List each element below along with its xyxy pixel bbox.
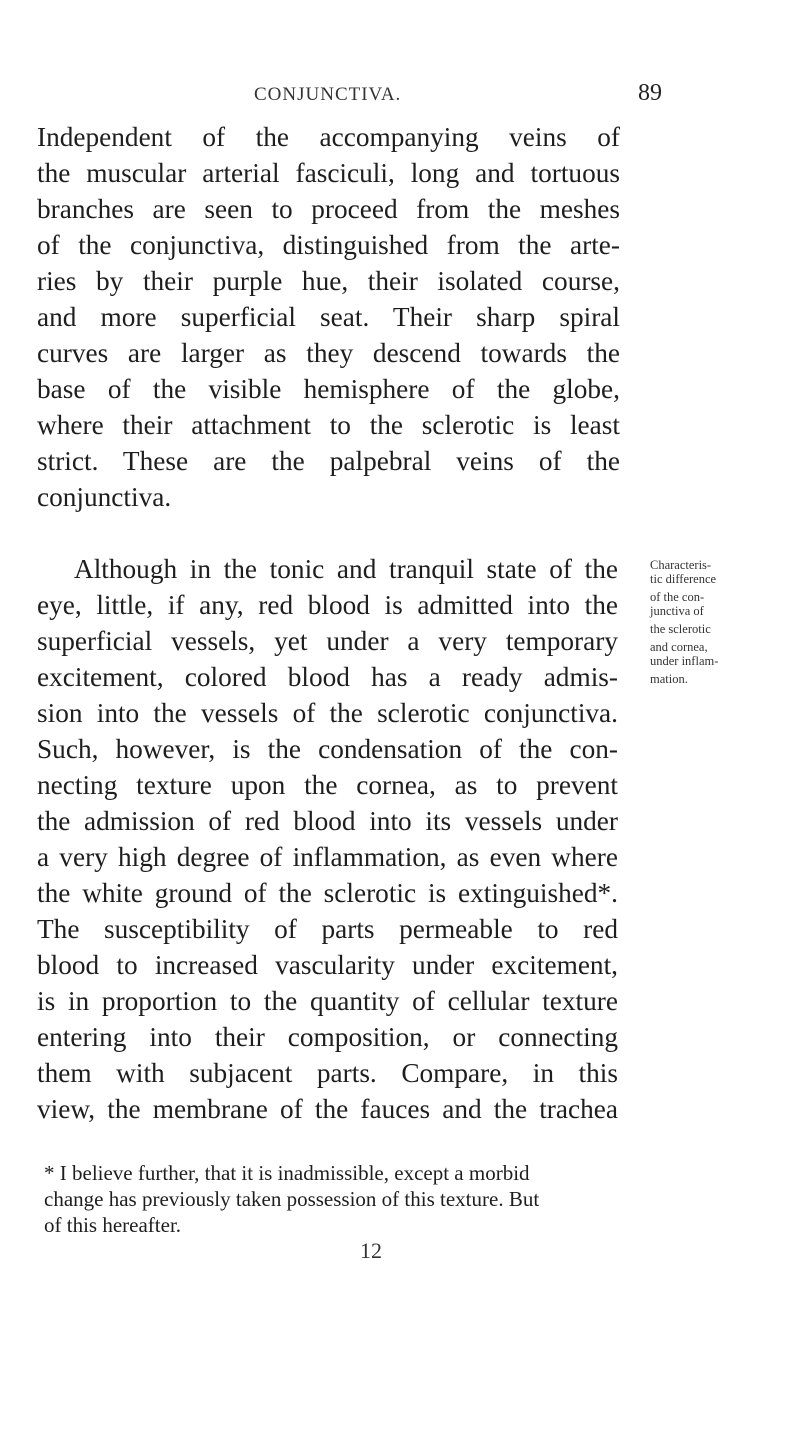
text-line: conjunctiva. [37,482,172,512]
text-line: a very high degree of inflammation, as even where [37,842,618,872]
text-line: is in proportion to the quantity of cellular texture [37,986,618,1016]
margin-note-line: Characteris- [650,558,712,572]
text-line: eye, little, if any, red blood is admitted into the [37,590,618,620]
margin-note-line: and cornea, [650,640,708,654]
text-line: necting texture upon the cornea, as to prevent [37,770,618,800]
running-head: CONJUNCTIVA. [254,84,402,105]
text-line: branches are seen to proceed from the meshes [37,194,620,224]
margin-note-line: the sclerotic [650,622,711,636]
text-line: The susceptibility of parts permeable to red [37,914,618,944]
margin-note-line: under inflam- [650,654,719,668]
text-line: of the conjunctiva, distinguished from the arte- [37,230,620,260]
text-line: and more superficial seat. Their sharp spiral [37,302,620,332]
margin-note-line: mation. [650,672,688,686]
text-line: view, the membrane of the fauces and the trachea [37,1094,618,1124]
text-line: sion into the vessels of the sclerotic conjunctiva. [37,698,618,728]
signature-mark: 12 [360,1238,382,1263]
margin-note-line: tic difference [650,572,717,586]
text-line: strict. These are the palpebral veins of the [37,446,620,476]
text-line: where their attachment to the sclerotic is least [37,410,620,440]
margin-note-line: junctiva of [650,604,704,618]
text-line: Independent of the accompanying veins of [37,122,620,152]
footnote-line: * I believe further, that it is inadmissible, except a morbid [44,1161,530,1185]
text-line: the admission of red blood into its vessels under [37,806,618,836]
text-line: base of the visible hemisphere of the globe, [37,374,620,404]
text-line: ries by their purple hue, their isolated course, [37,266,620,296]
footnote-line: change has previously taken possession of this texture. But [44,1187,540,1211]
text-line: Such, however, is the condensation of the con- [37,734,618,764]
text-line: superficial vessels, yet under a very temporary [37,626,618,656]
text-line: Although in the tonic and tranquil state of the [74,554,618,584]
text-line: them with subjacent parts. Compare, in this [37,1058,618,1088]
margin-note-line: of the con- [650,590,705,604]
text-line: the muscular arterial fasciculi, long and tortuous [37,158,620,188]
footnote-line: of this hereafter. [44,1213,182,1237]
text-line: blood to increased vascularity under excitement, [37,950,618,980]
page-number: 89 [638,80,662,106]
text-line: excitement, colored blood has a ready admis- [37,662,618,692]
text-line: the white ground of the sclerotic is extinguished*. [37,878,618,908]
text-line: entering into their composition, or connecting [37,1022,618,1052]
text-line: curves are larger as they descend towards the [37,338,620,368]
